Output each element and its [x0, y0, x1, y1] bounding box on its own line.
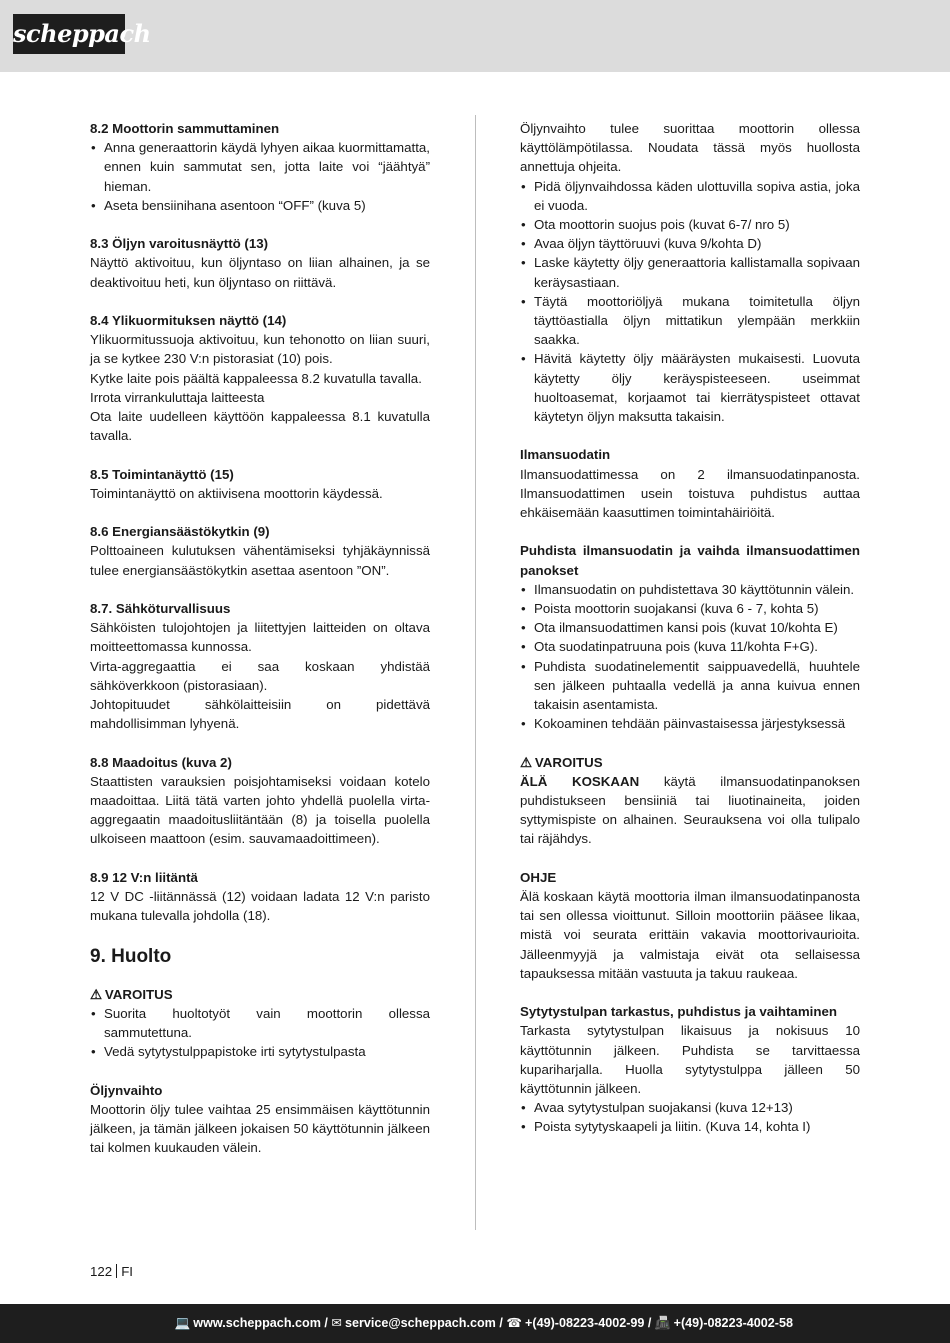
- list-item: • Vedä sytytystulppapistoke irti sytytystulpasta: [90, 1042, 430, 1061]
- paragraph: Älä koskaan käytä moottoria ilman ilmansuodatinpanosta tai sen ollessa vioittunut. Silloin moottoriin pääsee likaa, mistä voi seurata erittäin vakavia moottorivaurioita. Jälleenmyyjä ja valmistaja eivät ota sellaisessa tapauksessa mitään vastuuta ja takuu raukeaa.: [520, 889, 860, 981]
- paragraph: [520, 772, 860, 849]
- scheppach-logo[interactable]: scheppach: [13, 14, 125, 54]
- computer-icon: 💻: [174, 1316, 191, 1330]
- section-heading: Puhdista ilmansuodatin ja vaihda ilmansuodattimen panokset: [520, 543, 860, 578]
- bullet-list: [520, 580, 860, 734]
- list-item: • Aseta bensiinihana asentoon “OFF” (kuva 5): [90, 196, 430, 215]
- section-heading: 8.2 Moottorin sammuttaminen: [90, 121, 280, 136]
- section-8-2: [90, 119, 430, 215]
- section-spark-plug: [520, 1002, 860, 1136]
- paragraph: Irrota virrankuluttaja laitteesta: [90, 389, 265, 405]
- warning-icon: ⚠: [520, 754, 532, 770]
- warning-text: käytä ilmansuodatinpanoksen puhdistukseen bensiiniä tai liuotinaineita, joiden syttymispiste on alhainen. Seurauksena voi olla tulipalo tai räjähdys.: [520, 773, 860, 847]
- bullet-list: [520, 1098, 860, 1136]
- paragraph: Öljynvaihto tulee suorittaa moottorin ollessa käyttölämpötilassa. Noudata tässä myös huollosta annettuja ohjeita.: [520, 121, 860, 175]
- list-item: • Hävitä käytetty öljy määräysten mukaisesti. Luovuta käytetty öljy keräyspisteeseen. useimmat huoltoasemat, korjaamot tai kierrätyspisteet ottavat käytetyn öljyn maksutta takaisin.: [520, 349, 860, 426]
- section-8-5: [90, 465, 430, 503]
- mail-icon: ✉: [331, 1316, 342, 1330]
- footer-contacts: [175, 1304, 793, 1343]
- list-item: • Laske käytetty öljy generaattoria kallistamalla sopivaan keräysastiaan.: [520, 253, 860, 291]
- paragraph: Ylikuormitussuoja aktivoituu, kun tehonotto on liian suuri, ja se kytkee 230 V:n pistorasiat (10) pois.: [90, 332, 430, 367]
- list-item: • Kokoaminen tehdään päinvastaisessa järjestyksessä: [520, 714, 860, 733]
- fax-icon: 📠: [654, 1316, 671, 1330]
- note-block: [520, 868, 860, 983]
- list-item: • Suorita huoltotyöt vain moottorin ollessa sammutettuna.: [90, 1004, 430, 1042]
- section-8-3: [90, 234, 430, 292]
- list-item: • Ota suodatinpatruuna pois (kuva 11/kohta F+G).: [520, 637, 860, 656]
- page-number-value: 122: [90, 1264, 113, 1279]
- list-item: • Täytä moottoriöljyä mukana toimitetulla öljyn täyttöastialla öljyn mittatikun ylempään merkkiin saakka.: [520, 292, 860, 350]
- phone-number[interactable]: +(49)-08223-4002-99 /: [525, 1316, 652, 1330]
- section-heading: 8.6 Energiansäästökytkin (9): [90, 524, 270, 540]
- paragraph: Ilmansuodattimessa on 2 ilmansuodatinpanosta. Ilmansuodattimen usein toistuva puhdistus auttaa ehkäisemään kaasuttimen toimintahäiriöitä.: [520, 466, 860, 521]
- warning-block: [520, 753, 860, 849]
- left-column: [90, 119, 430, 1177]
- warning-label: VAROITUS: [534, 754, 603, 770]
- section-heading: 8.8 Maadoitus (kuva 2): [90, 754, 232, 770]
- paragraph: Virta-aggregaattia ei saa koskaan yhdistää sähköverkkoon (pistorasiaan).: [90, 658, 430, 693]
- page-language: FI: [121, 1264, 134, 1279]
- website-link[interactable]: www.scheppach.com /: [193, 1316, 328, 1330]
- paragraph: Ota laite uudelleen käyttöön kappaleessa 8.1 kuvatulla tavalla.: [90, 409, 430, 444]
- bullet-list: [520, 177, 860, 427]
- bullet-list: [90, 138, 430, 215]
- header-bar: [0, 0, 950, 72]
- section-air-filter-clean: [520, 541, 860, 733]
- list-item: • Puhdista suodatinelementit saippuavedellä, huuhtele sen jälkeen puhtaalla vedellä ja anna kuivua ennen takaisin asentamista.: [520, 657, 860, 715]
- warning-block: [90, 985, 430, 1062]
- fax-number: +(49)-08223-4002-58: [673, 1316, 793, 1330]
- list-item: • Avaa sytytystulpan suojakansi (kuva 12+13): [520, 1098, 860, 1117]
- section-heading: 8.3 Öljyn varoitusnäyttö (13): [90, 236, 269, 252]
- section-8-6: [90, 522, 430, 580]
- section-heading: 8.7. Sähköturvallisuus: [90, 601, 231, 616]
- list-item: • Ilmansuodatin on puhdistettava 30 käyttötunnin välein.: [520, 580, 860, 599]
- section-heading: Öljynvaihto: [90, 1082, 163, 1098]
- section-oil-change: [90, 1081, 430, 1158]
- paragraph: Kytke laite pois päältä kappaleessa 8.2 kuvatulla tavalla.: [90, 370, 422, 386]
- section-8-8: [90, 753, 430, 849]
- page-number-separator: [116, 1264, 117, 1278]
- paragraph: 12 V DC -liitännässä (12) voidaan ladata 12 V:n paristo mukana tulevalla johdolla (18).: [90, 889, 430, 924]
- list-item: • Ota ilmansuodattimen kansi pois (kuvat 10/kohta E): [520, 618, 860, 637]
- section-heading: 8.4 Ylikuormituksen näyttö (14): [90, 313, 287, 328]
- paragraph: Tarkasta sytytystulpan likaisuus ja nokisuus 10 käyttötunnin jälkeen. Puhdista se tarvittaessa kupariharjalla. Huolla sytytystulppa jälleen 50 käyttötunnin jälkeen.: [520, 1023, 860, 1097]
- list-item: • Avaa öljyn täyttöruuvi (kuva 9/kohta D): [520, 234, 860, 253]
- paragraph: Johtopituudet sähkölaitteisiin on pidettävä mahdollisimman lyhyenä.: [90, 697, 430, 732]
- paragraph: Toimintanäyttö on aktiivisena moottorin käydessä.: [90, 485, 383, 501]
- paragraph: Polttoaineen kulutuksen vähentämiseksi tyhjäkäynnissä tulee energiansäästökytkin asettaa asentoon ”ON”.: [90, 543, 430, 578]
- email-link[interactable]: service@scheppach.com /: [344, 1316, 503, 1330]
- warning-icon: ⚠: [90, 986, 102, 1002]
- warning-label: VAROITUS: [104, 986, 173, 1002]
- paragraph: Staattisten varauksien poisjohtamiseksi voidaan kotelo maadoittaa. Liitä tätä varten johto yhdellä puolella virta-aggregaatin maadoitusliitäntään (8) ja toisella puolella ulkoiseen maattoon (esim. sauvamaadoittimeen).: [90, 773, 430, 847]
- section-heading: OHJE: [520, 869, 557, 885]
- paragraph: Näyttö aktivoituu, kun öljyntaso on liian alhainen, ja se deaktivoituu heti, kun öljyntaso on riittävä.: [90, 255, 430, 290]
- section-8-9: [90, 868, 430, 926]
- paragraph: Sähköisten tulojohtojen ja liitettyjen laitteiden on oltava moitteettomassa kunnossa.: [90, 620, 430, 655]
- section-8-7: [90, 599, 430, 733]
- list-item: • Pidä öljynvaihdossa käden ulottuvilla sopiva astia, joka ei vuoda.: [520, 177, 860, 215]
- list-item: • Poista moottorin suojakansi (kuva 6 - 7, kohta 5): [520, 599, 860, 618]
- chapter-heading-huolto: 9. Huolto: [90, 945, 172, 967]
- bullet-list: [90, 1004, 430, 1062]
- list-item: • Poista sytytyskaapeli ja liitin. (Kuva 14, kohta I): [520, 1117, 860, 1136]
- list-item: • Anna generaattorin käydä lyhyen aikaa kuormittamatta, ennen kuin sammutat sen, jotta laite voi “jäähtyä” hieman.: [90, 138, 430, 196]
- section-8-4: [90, 311, 430, 445]
- column-divider: [475, 115, 476, 1230]
- paragraph: Moottorin öljy tulee vaihtaa 25 ensimmäisen käyttötunnin jälkeen, ja tämän jälkeen jokaisen 50 käyttötunnin jälkeen tai kolmen kuukauden välein.: [90, 1101, 430, 1156]
- section-heading: Ilmansuodatin: [520, 447, 611, 463]
- warning-heading: [520, 753, 860, 772]
- section-oil-change-cont: [520, 119, 860, 426]
- section-heading: 8.5 Toimintanäyttö (15): [90, 466, 234, 482]
- right-column: [520, 119, 860, 1156]
- section-heading: 8.9 12 V:n liitäntä: [90, 869, 198, 885]
- section-air-filter: [520, 445, 860, 522]
- list-item: • Ota moottorin suojus pois (kuvat 6-7/ nro 5): [520, 215, 860, 234]
- footer-bar: [0, 1304, 950, 1343]
- page-number: [90, 1264, 133, 1279]
- bold-lead: ÄLÄ KOSKAAN: [520, 773, 640, 789]
- section-heading: Sytytystulpan tarkastus, puhdistus ja vaihtaminen: [520, 1004, 837, 1020]
- phone-icon: ☎: [506, 1316, 523, 1330]
- warning-heading: [90, 985, 430, 1004]
